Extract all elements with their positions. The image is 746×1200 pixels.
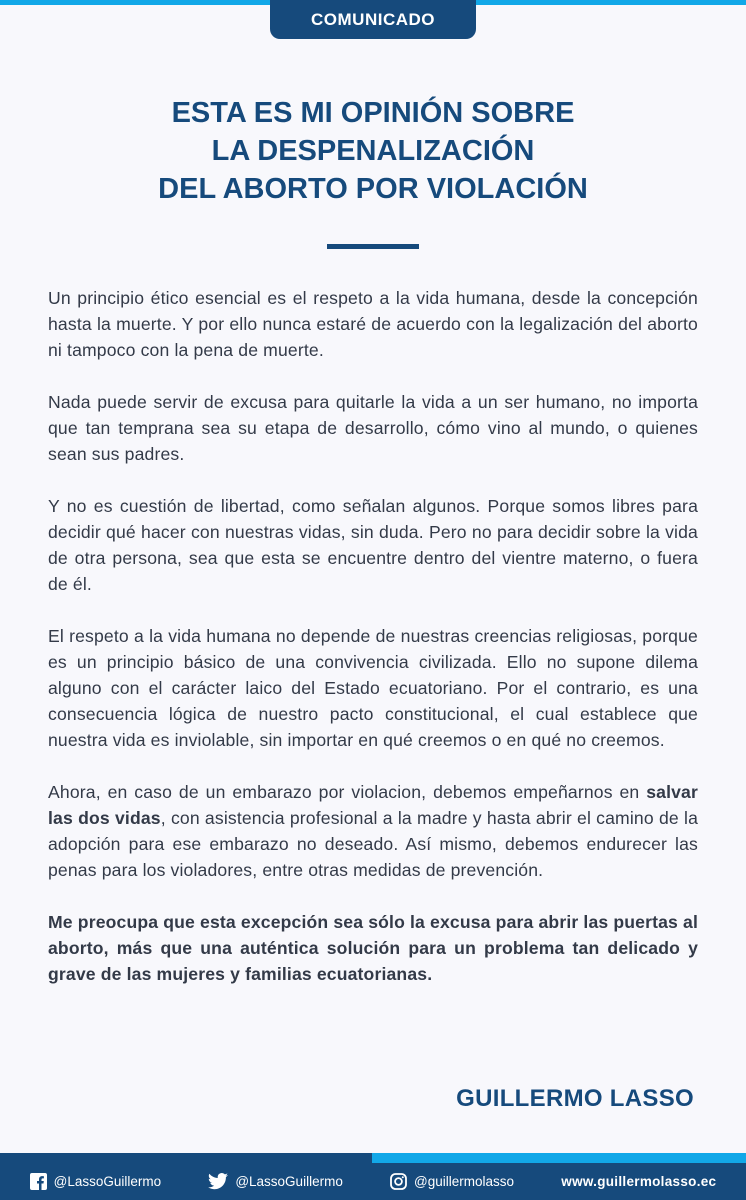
- title-line-2: LA DESPENALIZACIÓN: [211, 135, 535, 167]
- paragraph-5-emphasis: salvar las dos vidas: [48, 782, 698, 828]
- instagram-handle: @guillermolasso: [414, 1174, 515, 1189]
- twitter-icon: [208, 1173, 228, 1190]
- facebook-link[interactable]: [30, 1173, 162, 1190]
- website-link[interactable]: [561, 1174, 716, 1189]
- paragraph-5: [48, 779, 698, 883]
- twitter-handle: @LassoGuillermo: [235, 1174, 343, 1189]
- paragraph-4: El respeto a la vida humana no depende de nuestras creencias religiosas, porque es un principio básico de una convivencia civilizada. Ello no supone dilema alguno con el carácter laico del Estado ecuatoriano. Por el contrario, es una consecuencia lógica de nuestro pacto constitucional, el cual establece que nuestra vida es inviolable, sin importar en qué creemos o en qué no creemos.: [48, 626, 698, 750]
- title-line-3: DEL ABORTO POR VIOLACIÓN: [158, 173, 588, 205]
- instagram-icon: [390, 1173, 407, 1190]
- facebook-handle: @LassoGuillermo: [53, 1174, 162, 1189]
- title-line-1: ESTA ES MI OPINIÓN SOBRE: [171, 97, 575, 129]
- footer-social-links: [0, 1163, 746, 1200]
- statement-body: [48, 285, 698, 1013]
- paragraph-3: Y no es cuestión de libertad, como señalan algunos. Porque somos libres para decidir qué hacer con nuestras vidas, sin duda. Pero no para decidir sobre la vida de otra persona, sea que esta se encuentre dentro del vientre materno, o fuera de él.: [48, 496, 698, 594]
- facebook-icon: [30, 1173, 47, 1190]
- paragraph-5-end: , con asistencia profesional a la madre y hasta abrir el camino de la adopción para ese embarazo no deseado. Así mismo, debemos endurecer las penas para los violadores, entre otras medidas de prevención.: [48, 808, 699, 880]
- page-title: [0, 94, 746, 208]
- twitter-link[interactable]: [208, 1173, 343, 1190]
- instagram-link[interactable]: [390, 1173, 514, 1190]
- comunicado-badge: COMUNICADO: [270, 0, 476, 39]
- paragraph-1: Un principio ético esencial es el respeto a la vida humana, desde la concepción hasta la muerte. Y por ello nunca estaré de acuerdo con la legalización del aborto ni tampoco con la pena de muerte.: [48, 288, 698, 360]
- paragraph-5-start: Ahora, en caso de un embarazo por violacion, debemos empeñarnos en: [48, 782, 647, 802]
- title-divider: [327, 244, 419, 249]
- paragraph-2: Nada puede servir de excusa para quitarle la vida a un ser humano, no importa que tan temprana sea su etapa de desarrollo, cómo vino al mundo, o quienes sean sus padres.: [48, 392, 698, 464]
- footer-accent-dark: [0, 1153, 372, 1163]
- footer-accent: [0, 1153, 746, 1163]
- paragraph-6: Me preocupa que esta excepción sea sólo la excusa para abrir las puertas al aborto, más que una auténtica solución para un problema tan delicado y grave de las mujeres y familias ecuatorianas.: [48, 912, 698, 984]
- website-url: www.guillermolasso.ec: [561, 1174, 717, 1189]
- footer-accent-light: [372, 1153, 746, 1163]
- signature: GUILLERMO LASSO: [456, 1085, 694, 1112]
